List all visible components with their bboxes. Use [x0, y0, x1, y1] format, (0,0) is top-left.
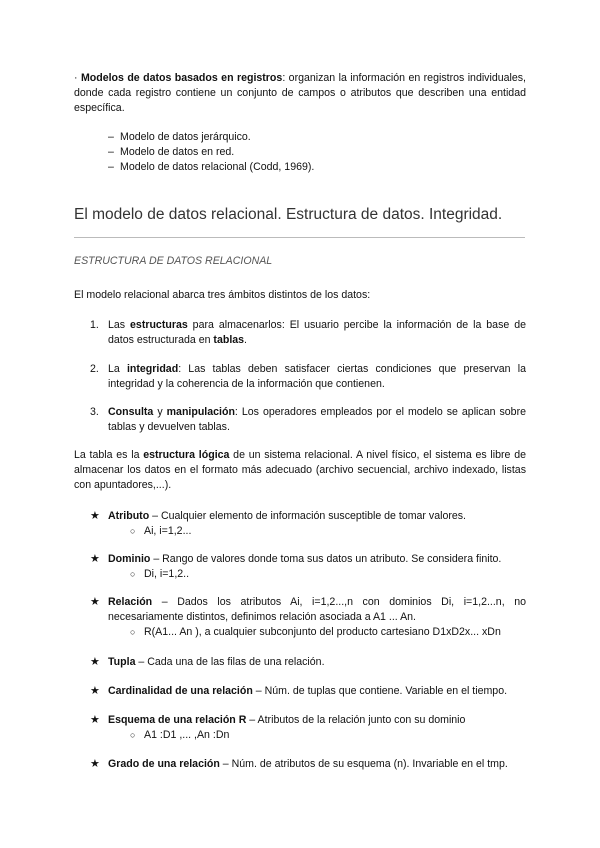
star-icon: ★ [90, 510, 100, 522]
numbered-item-2: 2. La integridad: Las tablas deben satisfacer ciertas condiciones que preservan la integridad y la coherencia de la información que contienen. [90, 363, 526, 390]
list-item: – Modelo de datos relacional (Codd, 1969). [108, 161, 315, 173]
list-item: – Modelo de datos en red. [108, 146, 235, 158]
definition-item: ★ Esquema de una relación R – Atributos de la relación junto con su dominio ○ A1 :D1 ,... ,An :Dn [90, 713, 526, 743]
definition-item: ★ Atributo – Cualquier elemento de información susceptible de tomar valores. ○ Ai, i=1,2... [90, 509, 526, 539]
star-icon: ★ [90, 714, 100, 726]
definition-item: ★ Dominio – Rango de valores donde toma sus datos un atributo. Se considera finito. ○ Di, i=1,2.. [90, 552, 526, 582]
intro-text: : organizan la información en registros individuales, donde cada registro contiene un conjunto de campos o atributos que describen una entidad específica. [74, 72, 526, 114]
section-heading: El modelo de datos relacional. Estructura de datos. Integridad. [74, 206, 503, 223]
numbered-item-1: 1. Las estructuras para almacenarlos: El usuario percibe la información de la base de datos estructurada en tablas. [90, 319, 526, 346]
logical-structure-paragraph: La tabla es la estructura lógica de un sistema relacional. A nivel físico, el sistema es libre de almacenar los datos en el formato más adecuado (archivo secuencial, archivo indexado, listas con apuntadores,...). [74, 449, 526, 491]
subsection-heading: ESTRUCTURA DE DATOS RELACIONAL [74, 255, 273, 267]
definition-sub-item: ○ Di, i=1,2.. [130, 568, 190, 580]
star-icon: ★ [90, 596, 100, 608]
circle-icon: ○ [130, 569, 136, 579]
lead-paragraph: El modelo relacional abarca tres ámbitos distintos de los datos: [74, 289, 371, 301]
definition-item: ★ Cardinalidad de una relación – Núm. de tuplas que contiene. Variable en el tiempo. [90, 685, 508, 697]
definition-sub-item: ○ A1 :D1 ,... ,An :Dn [130, 729, 230, 741]
definition-item: ★ Grado de una relación – Núm. de atributos de su esquema (n). Invariable en el tmp. [90, 758, 508, 770]
definition-sub-item: ○ R(A1... An ), a cualquier subconjunto del producto cartesiano D1xD2x... xDn [130, 626, 501, 638]
circle-icon: ○ [130, 627, 136, 637]
star-icon: ★ [90, 758, 100, 770]
definition-item: ★ Relación – Dados los atributos Ai, i=1,2...,n con dominios Di, i=1,2...n, no necesariamente distintos, definimos relación asociada a A1 ... An. ○ R(A1... An ), a cualquier subconjunto del producto cartesiano D1xD2x... xDn [90, 596, 526, 638]
model-list [108, 130, 314, 175]
section-divider [74, 237, 525, 238]
bullet-dot: · [74, 72, 78, 84]
numbered-item-3: 3. Consulta y manipulación: Los operadores empleados por el modelo se aplican sobre tablas y devuelven tablas. [90, 406, 526, 433]
list-item: – Modelo de datos jerárquico. [108, 131, 251, 143]
definition-item: ★ Tupla – Cada una de las filas de una relación. [90, 656, 325, 668]
circle-icon: ○ [130, 730, 136, 740]
circle-icon: ○ [130, 526, 136, 536]
intro-term: Modelos de datos basados en registros [80, 72, 283, 84]
definition-sub-item: ○ Ai, i=1,2... [130, 525, 192, 537]
star-icon: ★ [90, 656, 100, 668]
star-icon: ★ [90, 553, 100, 565]
star-icon: ★ [90, 685, 100, 697]
intro-paragraph [74, 71, 526, 116]
